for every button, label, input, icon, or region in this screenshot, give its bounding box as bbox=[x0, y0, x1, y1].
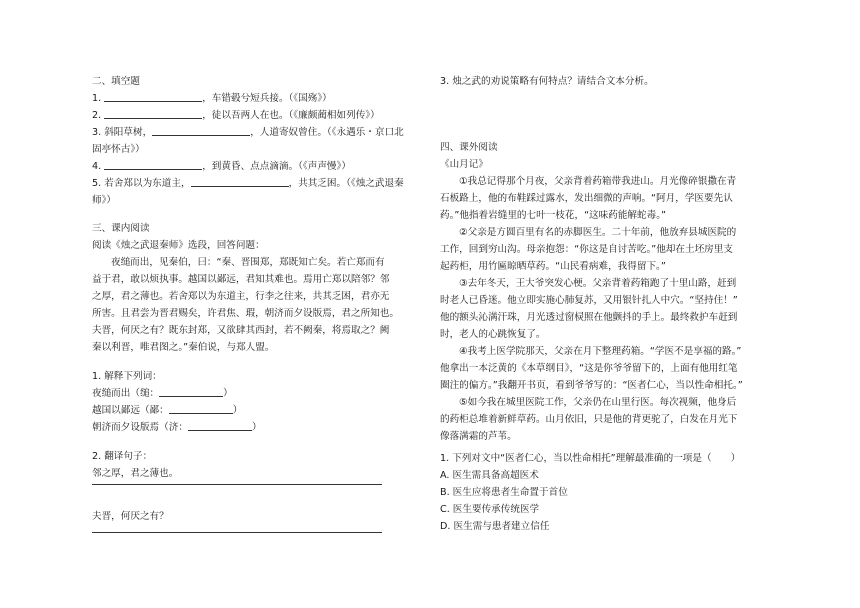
fill-item-5: 5. 若舍郑以为东道主， ，共其乏困。（《烛之武退秦 bbox=[92, 175, 404, 192]
section-title-fill-blank: 二、填空题 bbox=[92, 76, 140, 87]
story-title: 《山月记》 bbox=[440, 159, 488, 170]
fill-item-1: 1. ，车错毂兮短兵接。（《国殇》） bbox=[92, 90, 332, 107]
option-c[interactable]: C. 医生要传承传统医学 bbox=[440, 504, 540, 515]
blank-line[interactable] bbox=[104, 158, 202, 170]
story-line: ⑤如今我在城里医院工作，父亲仍在山里行医。每次视频，他身后 bbox=[459, 397, 737, 408]
blank-line[interactable] bbox=[152, 124, 250, 136]
story-line: 他的额头沁满汗珠，月光透过窗棂照在他颤抖的手上。最终救护车赶到 bbox=[440, 312, 738, 323]
story-line: 的药柜总堆着新鲜草药。山月依旧，只是他的背更驼了，白发在月光下 bbox=[440, 414, 738, 425]
option-b[interactable]: B. 医生应将患者生命置于首位 bbox=[440, 487, 568, 498]
story-line: 石板路上，他的布鞋踩过露水，发出细微的声响。“阿月，学医要先认 bbox=[440, 193, 733, 204]
passage-line: 益于君，敢以烦执事。越国以鄙远，君知其难也。焉用亡郑以陪邻？邻 bbox=[92, 274, 390, 285]
blank-line[interactable] bbox=[191, 175, 289, 187]
section-title-extra-reading: 四、课外阅读 bbox=[440, 142, 498, 153]
passage-line: 夜缒而出，见秦伯，曰：“秦、晋围郑，郑既知亡矣。若亡郑而有 bbox=[111, 257, 385, 268]
q1-item-1: 夜缒而出（缒： ） bbox=[92, 385, 233, 402]
passage-line: 夫晋，何厌之有？既东封郑，又欲肆其西封，若不阙秦，将焉取之？阙 bbox=[92, 325, 390, 336]
question-3: 3. 烛之武的劝说策略有何特点？请结合文本分析。 bbox=[440, 76, 654, 87]
option-a[interactable]: A. 医生需具备高超医术 bbox=[440, 470, 539, 481]
story-line: 起药柜，用竹匾晾晒草药。“山民看病难，我得留下。” bbox=[440, 261, 666, 272]
story-line: 像落满霜的芦苇。 bbox=[440, 431, 517, 442]
blank-line[interactable] bbox=[188, 419, 252, 431]
reading-intro: 阅读《烛之武退秦师》选段，回答问题： bbox=[92, 240, 265, 251]
answer-line[interactable] bbox=[92, 484, 382, 485]
fill-item-5-cont: 师》） bbox=[92, 195, 116, 206]
story-line: 圈注的偏方。”我翻开书页，看到爷爷写的：“医者仁心，当以性命相托。” bbox=[440, 380, 743, 391]
blank-line[interactable] bbox=[159, 385, 223, 397]
q2-sentence-2: 夫晋，何厌之有？ bbox=[92, 511, 169, 522]
story-line: 时老人已昏迷。他立即实施心肺复苏，又用银针扎人中穴。“坚持住！” bbox=[440, 295, 738, 306]
fill-item-4: 4. ，到黄昏、点点滴滴。（《声声慢》） bbox=[92, 158, 351, 175]
fill-item-3-cont: 固亭怀古》） bbox=[92, 144, 145, 155]
q2-sentence-1: 邻之厚，君之薄也。 bbox=[92, 468, 179, 479]
option-d[interactable]: D. 医生需与患者建立信任 bbox=[440, 521, 550, 532]
section-title-reading: 三、课内阅读 bbox=[92, 223, 150, 234]
fill-item-2: 2. ，徒以吾两人在也。（《廉颇蔺相如列传》） bbox=[92, 107, 380, 124]
fill-item-3: 3. 斜阳草树， ，人道寄奴曾住。（《永遇乐・京口北 bbox=[92, 124, 404, 141]
story-line: 工作，回到穷山沟。母亲抱怨：“你这是自讨苦吃。”他却在土坯房里支 bbox=[440, 244, 733, 255]
story-line: 药。”他指着岩缝里的七叶一枝花，“这味药能解蛇毒。” bbox=[440, 210, 666, 221]
q1-item-2: 越国以鄙远（鄙： ） bbox=[92, 402, 242, 419]
passage-line: 所害。且君尝为晋君赐矣，许君焦、瑕，朝济而夕设版焉，君之所知也。 bbox=[92, 308, 399, 319]
story-line: ②父亲是方圆百里有名的赤脚医生。二十年前，他放弃县城医院的 bbox=[459, 227, 737, 238]
blank-line[interactable] bbox=[104, 90, 202, 102]
blank-line[interactable] bbox=[104, 107, 202, 119]
mc-question: 1. 下列对文中“医者仁心，当以性命相托”理解最准确的一项是（ ） bbox=[440, 453, 741, 464]
passage-line: 之厚，君之薄也。若舍郑以为东道主，行李之往来，共其乏困，君亦无 bbox=[92, 291, 390, 302]
q1-item-3: 朝济而夕设版焉（济： ） bbox=[92, 419, 262, 436]
story-line: 他拿出一本泛黄的《本草纲目》，“这是你爷爷留下的，上面有他用红笔 bbox=[440, 363, 738, 374]
story-line: ③去年冬天，王大爷突发心梗。父亲背着药箱跑了十里山路，赶到 bbox=[459, 278, 737, 289]
blank-line[interactable] bbox=[169, 402, 233, 414]
answer-line[interactable] bbox=[92, 532, 382, 533]
question-2-title: 2. 翻译句子： bbox=[92, 451, 153, 462]
story-line: 时，老人的心跳恢复了。 bbox=[440, 329, 546, 340]
question-1-title: 1. 解释下列词： bbox=[92, 371, 162, 382]
story-line: ①我总记得那个月夜，父亲背着药箱带我进山。月光像碎银撒在青 bbox=[459, 176, 737, 187]
story-line: ④我考上医学院那天，父亲在月下整理药箱。“学医不是享福的路。” bbox=[459, 346, 742, 357]
passage-line: 秦以利晋，唯君图之。”秦伯说，与郑人盟。 bbox=[92, 342, 275, 353]
